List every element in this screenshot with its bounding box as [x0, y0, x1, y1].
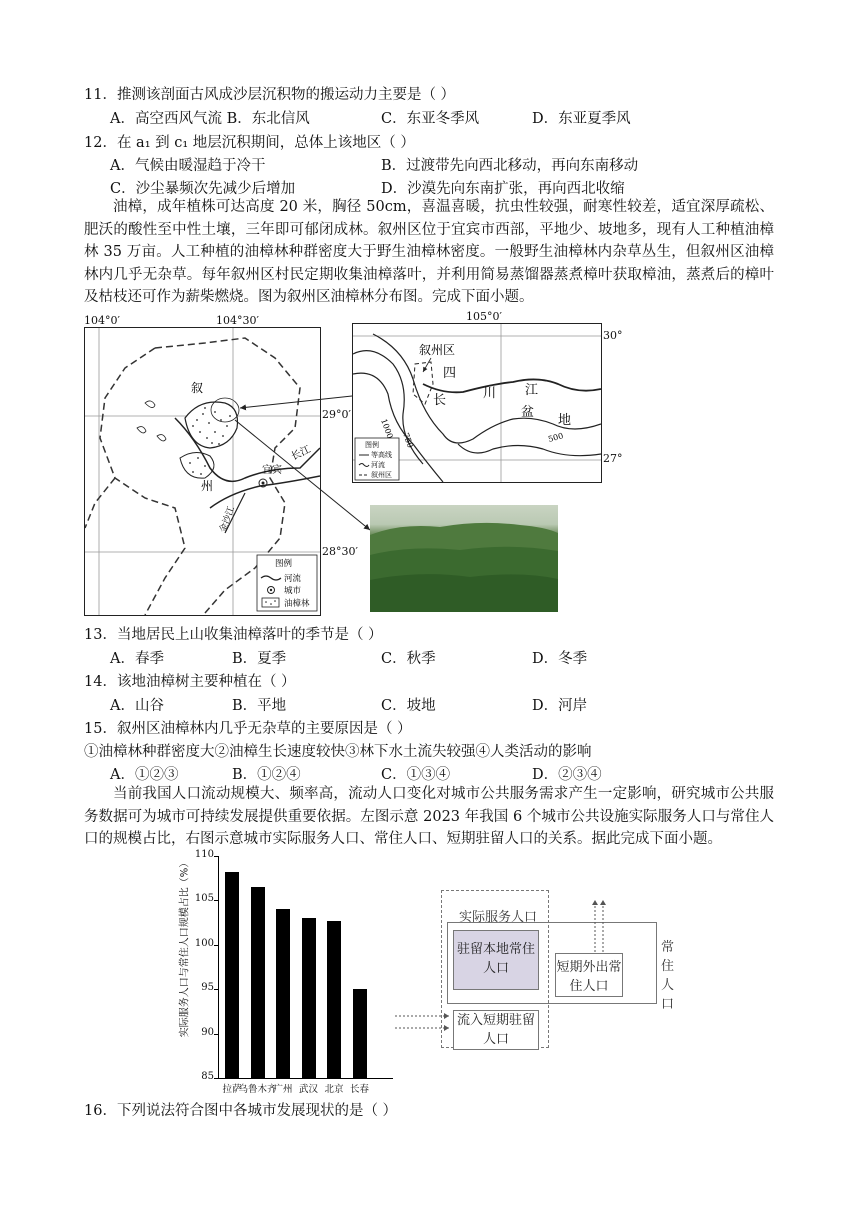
- legend-right-river: 河流: [371, 461, 385, 469]
- q11-option-ab: A．高空西风气流 B．东北信风: [110, 111, 310, 127]
- actual-service-label: 实际服务人口: [459, 910, 538, 925]
- short-out-box: 短期外出常住人口: [555, 953, 623, 997]
- q12-option-d: D．沙漠先向东南扩张，再向西北收缩: [381, 181, 625, 197]
- chart-xtick-label: 北京: [324, 1084, 344, 1095]
- bar-chart: [170, 848, 410, 1093]
- q13-option-c: C．秋季: [381, 651, 436, 667]
- map-left-lat2: 28°30′: [322, 545, 358, 558]
- label-contour-750: 750: [401, 431, 415, 450]
- map-left-lon1: 104°0′: [84, 314, 120, 327]
- chart-xtick-label: 长春: [349, 1084, 369, 1095]
- label-xu: 叙: [191, 381, 204, 395]
- chart-ytick-label: 85: [201, 1071, 214, 1082]
- q13-option-b: B．夏季: [232, 651, 287, 667]
- map-right-lon: 105°0′: [466, 310, 502, 323]
- legend-right-district: 叙州区: [371, 471, 392, 479]
- q16-stem: 16．下列说法符合图中各城市发展现状的是（ ）: [84, 1103, 398, 1119]
- q12-option-b: B．过渡带先向西北移动，再向东南移动: [381, 158, 639, 174]
- label-river-chang: 长: [433, 393, 447, 408]
- chart-x-axis: [218, 1078, 393, 1079]
- camphor-forest-photo: [370, 505, 558, 612]
- q12-option-a: A．气候由暖湿趋于冷干: [110, 158, 266, 174]
- passage-population: 当前我国人口流动规模大、频率高，流动人口变化对城市公共服务需求产生一定影响，研究城市公共服务数据可为城市可持续发展提供重要依据。左图示意 2023 年我国 6 个城市公共设施实际服务人口与常住人口的规模占比，右图示意城市实际服务人口、常住人口、短期驻留人口的关系。据此完成下面小题。: [84, 786, 774, 847]
- chart-y-axis: [218, 856, 219, 1078]
- chart-ytick-mark: [214, 945, 218, 946]
- q13-option-a: A．春季: [110, 651, 164, 667]
- chart-xtick-label: 武汉: [298, 1084, 318, 1095]
- chart-xtick-label: 拉萨: [222, 1084, 242, 1095]
- label-river-jiang: 江: [525, 383, 539, 398]
- q14-option-a: A．山谷: [110, 698, 164, 714]
- chart-bar-广州: [276, 909, 290, 1078]
- q14-option-c: C．坡地: [381, 698, 436, 714]
- label-yibin: 宜宾: [262, 465, 282, 476]
- population-diagram: [395, 870, 685, 1050]
- chart-ytick-mark: [214, 856, 218, 857]
- legend-left-river: 河流: [284, 574, 302, 584]
- q14-stem: 14．该地油樟树主要种植在（ ）: [84, 674, 296, 690]
- chart-bar-武汉: [302, 918, 316, 1078]
- diagram-arrows: [395, 870, 685, 1050]
- q15-option-b: B．①②④: [232, 767, 301, 783]
- chart-xtick-label: 广州: [273, 1084, 293, 1095]
- chart-ytick-mark: [214, 900, 218, 901]
- q15-statements: ①油樟林种群密度大②油樟生长速度较快③林下水土流失较强④人类活动的影响: [84, 744, 592, 760]
- q13-stem: 13．当地居民上山收集油樟落叶的季节是（ ）: [84, 627, 383, 643]
- q15-option-d: D．②③④: [532, 767, 602, 783]
- label-basin-pen: 盆: [521, 405, 535, 420]
- label-jinshajiang: 金沙江: [218, 505, 238, 535]
- map-left-lon2: 104°30′: [216, 314, 259, 327]
- chart-ytick-label: 110: [194, 849, 214, 860]
- q14-option-b: B．平地: [232, 698, 287, 714]
- chart-ytick-label: 100: [194, 937, 214, 949]
- q15-option-c: C．①③④: [381, 767, 451, 783]
- chart-bar-长春: [353, 989, 367, 1078]
- label-basin-di: 地: [558, 413, 572, 428]
- chart-ytick-label: 90: [201, 1026, 214, 1038]
- label-changjiang: 长江: [289, 444, 313, 463]
- resident-label: 常住人口: [661, 940, 675, 1012]
- chart-bar-乌鲁木齐: [251, 887, 265, 1078]
- map-right: [352, 323, 602, 483]
- short-in-box: 流入短期驻留人口: [453, 1010, 539, 1050]
- label-zhou: 州: [201, 479, 214, 493]
- chart-ytick-label: 95: [201, 982, 214, 994]
- q12-stem: 12．在 a₁ 到 c₁ 地层沉积期间，总体上该地区（ ）: [84, 135, 415, 151]
- q11-stem: 11．推测该剖面古风成沙层沉积物的搬运动力主要是（ ）: [84, 87, 456, 103]
- passage-camphor: 油樟，成年植株可达高度 20 米，胸径 50cm，喜温喜暖，抗虫性较强，耐寒性较差，适宜深厚疏松、肥沃的酸性至中性土壤，三年即可郁闭成林。叙州区位于宜宾市西部，平地少、坡地多，现有人工种植油樟林 35 万亩。人工种植的油樟林种群密度大于野生油樟林密度。一般野生油樟林内杂草丛生，但叙州区油樟林内几乎无杂草。每年叙州区村民定期收集油樟落叶，并利用简易蒸馏器蒸煮樟叶获取樟油，蒸煮后的樟叶及枯枝还可作为薪柴燃烧。图为叙州区油樟林分布图。完成下面小题。: [84, 199, 774, 305]
- chart-xtick-label: 乌鲁木齐: [238, 1084, 277, 1095]
- legend-left-title: 图例: [275, 559, 293, 569]
- label-basin-chuan: 川: [483, 386, 497, 401]
- q15-stem: 15．叙州区油樟林内几乎无杂草的主要原因是（ ）: [84, 721, 412, 737]
- q11-option-d: D．东亚夏季风: [532, 111, 631, 127]
- legend-left-city: 城市: [284, 586, 302, 596]
- legend-right-contour: 等高线: [371, 451, 392, 459]
- chart-ytick-mark: [214, 1078, 218, 1079]
- chart-bar-拉萨: [225, 872, 239, 1078]
- chart-ytick-mark: [214, 989, 218, 990]
- legend-right-title: 图例: [365, 441, 379, 449]
- chart-ytick-label: 105: [194, 893, 214, 905]
- chart-ylabel: 实际服务人口与常住人口规模占比（%）: [179, 857, 191, 1038]
- label-contour-1000: 1000: [379, 417, 395, 440]
- map-left-lat1: 29°0′: [322, 408, 351, 421]
- map-right-lat2: 27°: [603, 452, 623, 465]
- q13-option-d: D．冬季: [532, 651, 588, 667]
- q15-option-a: A．①②③: [110, 767, 179, 783]
- label-contour-500: 500: [547, 431, 565, 444]
- q12-option-c: C．沙尘暴频次先减少后增加: [110, 181, 296, 197]
- resident-local-box: 驻留本地常住人口: [453, 930, 539, 990]
- q11-option-c: C．东亚冬季风: [381, 111, 480, 127]
- chart-bar-北京: [327, 921, 341, 1078]
- legend-left-camphor: 油樟林: [284, 599, 310, 609]
- label-xuzhou-district: 叙州区: [419, 343, 456, 357]
- map-right-lat1: 30°: [603, 329, 623, 342]
- map-right-svg: [353, 324, 601, 482]
- label-basin-si: 四: [443, 366, 457, 381]
- chart-ytick-mark: [214, 1034, 218, 1035]
- q14-option-d: D．河岸: [532, 698, 588, 714]
